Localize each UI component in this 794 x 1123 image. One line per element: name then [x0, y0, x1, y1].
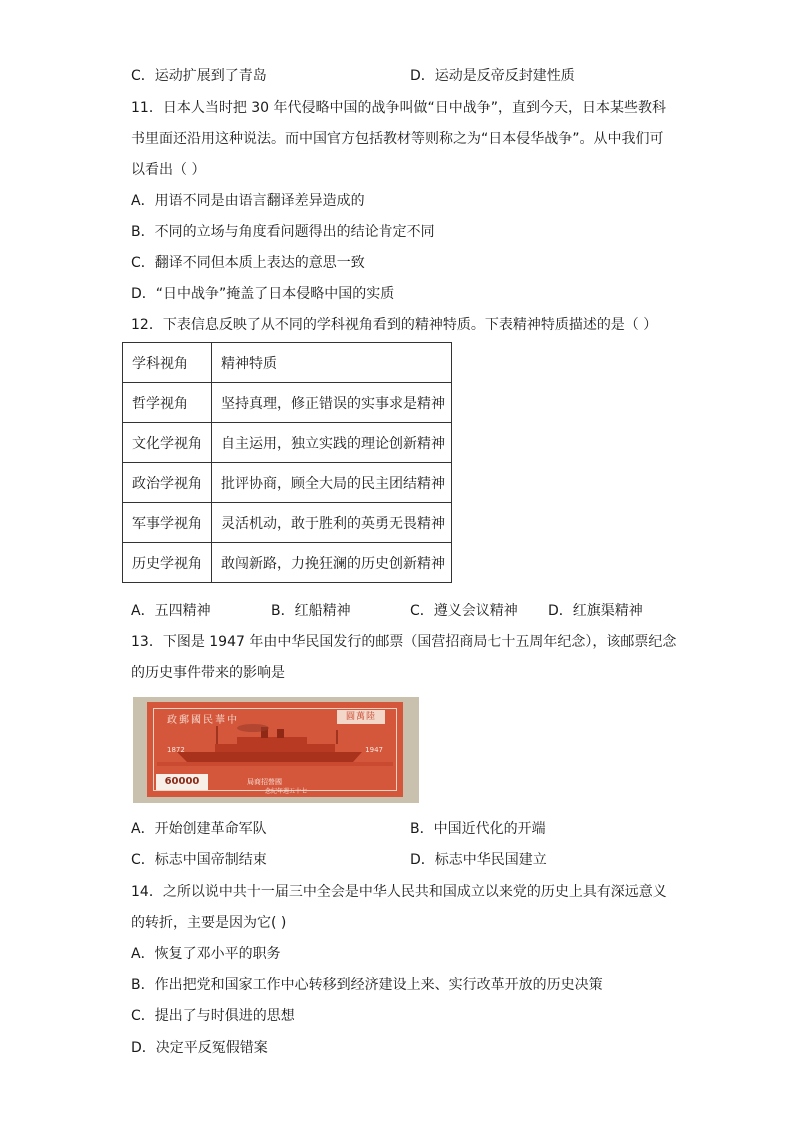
stamp-value-text: 圓萬陸	[337, 710, 385, 724]
spirit-table	[122, 342, 452, 583]
stamp-denomination: 60000	[156, 774, 208, 790]
table-header-cell: 学科视角	[123, 343, 212, 383]
q14-option-d: D．决定平反冤假错案	[131, 1040, 268, 1056]
table-cell: 政治学视角	[123, 463, 212, 503]
q11-stem-line-2: 书里面还沿用这种说法。而中国官方包括教材等则称之为“日本侵华战争”。从中我们可	[131, 131, 664, 147]
table-row	[123, 463, 452, 503]
q13-option-c: C．标志中国帝制结束	[131, 852, 267, 868]
table-cell: 文化学视角	[123, 423, 212, 463]
stamp-face	[147, 702, 403, 797]
q13-option-a: A．开始创建革命军队	[131, 821, 267, 837]
q11-stem-line-1: 11．日本人当时把 30 年代侵略中国的战争叫做“日中战争”，直到今天，日本某些教科	[131, 100, 667, 116]
table-cell: 历史学视角	[123, 543, 212, 583]
stamp-caption: 局商招營國	[247, 778, 282, 786]
table-cell: 灵活机动，敢于胜利的英勇无畏精神	[212, 503, 452, 543]
q11-option-d: D．“日中战争”掩盖了日本侵略中国的实质	[131, 286, 395, 302]
table-header-row	[123, 343, 452, 383]
table-cell: 批评协商，顾全大局的民主团结精神	[212, 463, 452, 503]
table-header-cell: 精神特质	[212, 343, 452, 383]
stamp-year-right: 1947	[365, 746, 383, 754]
table-cell: 军事学视角	[123, 503, 212, 543]
q14-stem-line-2: 的转折，主要是因为它( )	[131, 915, 287, 931]
table-row	[123, 383, 452, 423]
stamp-year-left: 1872	[167, 746, 185, 754]
table-row	[123, 423, 452, 463]
stamp-top-text: 政郵國民華中	[167, 715, 239, 726]
q14-option-c: C．提出了与时俱进的思想	[131, 1008, 295, 1024]
stamp-image	[133, 697, 419, 803]
q14-option-b: B．作出把党和国家工作中心转移到经济建设上来、实行改革开放的历史决策	[131, 977, 603, 993]
q13-stem-line-2: 的历史事件带来的影响是	[131, 665, 285, 681]
q12-option-b: B．红船精神	[271, 603, 351, 619]
q12-stem: 12．下表信息反映了从不同的学科视角看到的精神特质。下表精神特质描述的是（ ）	[131, 317, 658, 333]
q12-option-a: A．五四精神	[131, 603, 211, 619]
q11-option-b: B．不同的立场与角度看问题得出的结论肯定不同	[131, 224, 435, 240]
q13-option-b: B．中国近代化的开端	[410, 821, 546, 837]
q12-option-c: C．遵义会议精神	[410, 603, 518, 619]
q13-option-d: D．标志中华民国建立	[410, 852, 547, 868]
q10-option-d: D．运动是反帝反封建性质	[410, 68, 575, 84]
q14-option-a: A．恢复了邓小平的职务	[131, 946, 281, 962]
q13-stem-line-1: 13．下图是 1947 年由中华民国发行的邮票（国营招商局七十五周年纪念），该邮票纪念	[131, 634, 677, 650]
steamship-icon	[157, 722, 393, 768]
table-cell: 坚持真理，修正错误的实事求是精神	[212, 383, 452, 423]
table-row	[123, 543, 452, 583]
q11-option-c: C．翻译不同但本质上表达的意思一致	[131, 255, 365, 271]
table-cell: 敢闯新路，力挽狂澜的历史创新精神	[212, 543, 452, 583]
q11-option-a: A．用语不同是由语言翻译差异造成的	[131, 193, 365, 209]
table-cell: 哲学视角	[123, 383, 212, 423]
q14-stem-line-1: 14．之所以说中共十一届三中全会是中华人民共和国成立以来党的历史上具有深远意义	[131, 884, 667, 900]
table-row	[123, 503, 452, 543]
q11-stem-line-3: 以看出（ ）	[131, 162, 206, 178]
table-cell: 自主运用，独立实践的理论创新精神	[212, 423, 452, 463]
q10-option-c: C．运动扩展到了青岛	[131, 68, 267, 84]
q12-option-d: D．红旗渠精神	[548, 603, 643, 619]
stamp-caption-2: 念紀年週五十七	[265, 788, 308, 795]
